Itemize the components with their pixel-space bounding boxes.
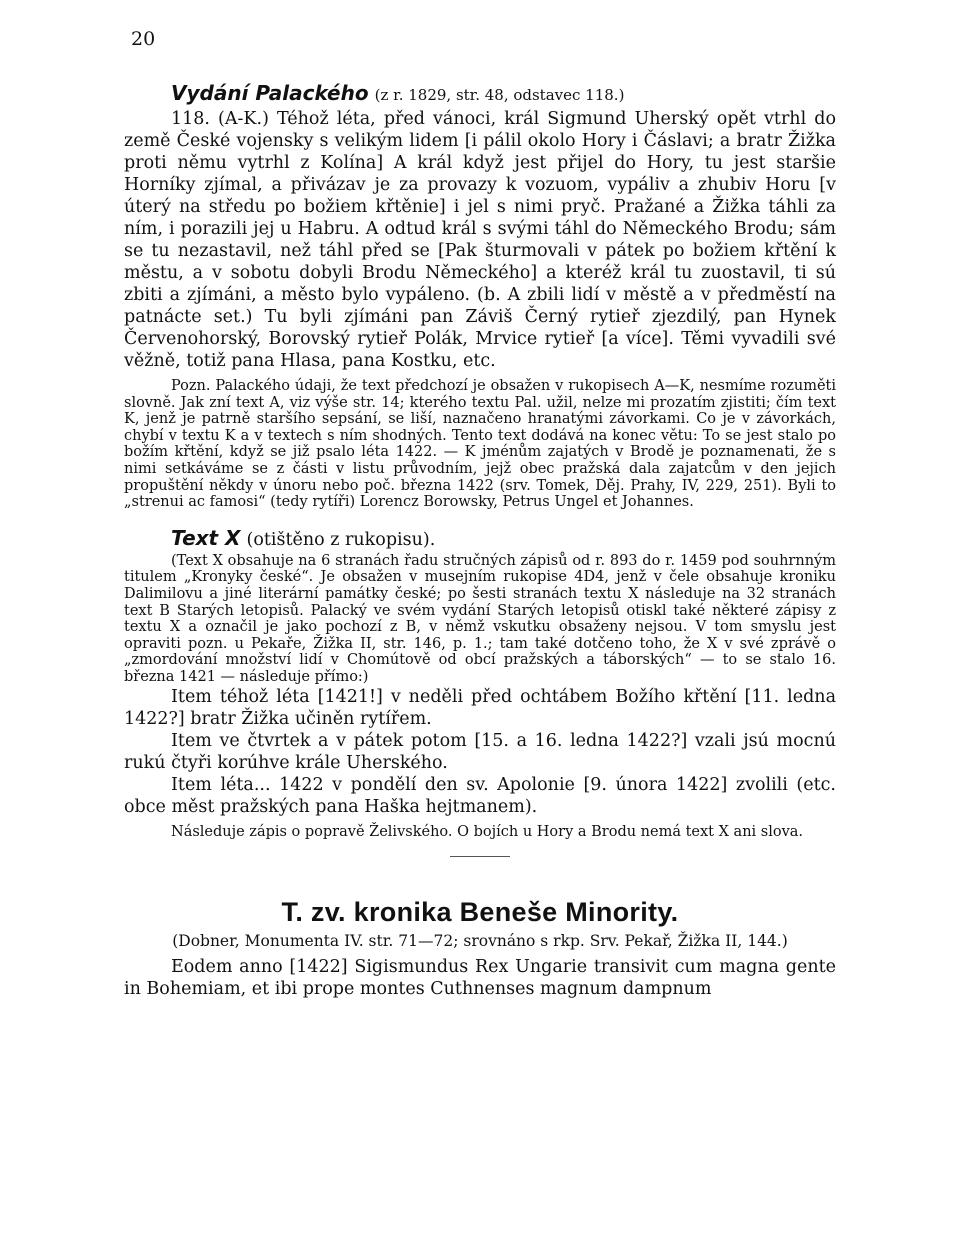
section-heading-text-x [124, 525, 836, 553]
chronicle-title: T. zv. kronika Beneše Minority. [281, 897, 679, 928]
text-x-item-3: Item léta... 1422 v pondělí den sv. Apolonie [9. února 1422] zvolili (etc. obce měst pražských pana Haška hejtmanem). [124, 774, 836, 817]
text-x-intro: (Text X obsahuje na 6 stranách řadu stručných zápisů od r. 893 do r. 1459 pod souhrnným titulem „Kronyky české“. Je obsažen v musejním rukopise 4D4, jenž v čele obsahuje kroniku Dalimilovu a jiné literární památky české; po šesti stranách textu X následuje na 32 stranách text B Starých letopisů. Palacký ve svém vydání Starých letopisů otiskl také některé zápisy z textu X a označil je jako pochozí z B, v němž vskutku obsaženy nejsou. V tom smyslu jest opraviti pozn. u Pekaře, Žižka II, str. 146, p. 1.; tam také dotčeno toho, že X v své zprávě o „zmordování množství lidí v Chomútově od obcí pražských a táborských“ — to se stalo 16. března 1421 — následuje přímo:) [124, 552, 836, 685]
chronicle-source: (Dobner, Monumenta IV. str. 71—72; srovnáno s rkp. Srv. Pekař, Žižka II, 144.) [172, 932, 788, 951]
page-content [124, 80, 836, 1000]
palacky-text: 118. (A-K.) Téhož léta, před vánoci, král Sigmund Uherský opět vtrhl do země České vojensky s velikým lidem [i pálil okolo Hory i Čáslavi; a bratr Žižka proti němu vytrhl z Kolína] A král když jest přijel do Hory, tu jest staršie Horníky zjímal, a přivázav je za provazy k vozuom, vypáliv a zhubiv Horu [v úterý na středu po božiem křtěnie] i jel s nimi pryč. Pražané a Žižka táhli za ním, i porazili jej u Habru. A odtud král s svými táhl do Německého Brodu; sám se tu nezastavil, než táhl před se [Pak šturmovali v pátek po božiem křtění k městu, a v sobotu dobyli Brodu Německého] a kteréž král tu zuostavil, ti sú zbiti a zjímáni, a město bylo vypáleno. (b. A zbili lidí v městě a v předměstí na patnácte set.) Tu byli zjímáni pan Záviš Černý rytieř zjezdilý, pan Hynek Červenohorský, Borovský rytieř Polák, Mrvice rytieř [a více]. Těmi vyvadili své věžně, totiž pana Hlasa, pana Kostku, etc. [124, 109, 836, 371]
section-title-note-text-x: (otištěno z rukopisu). [246, 529, 436, 550]
section-title-palacky: Vydání Palackého [171, 81, 369, 105]
text-x-closing-note: Následuje zápis o popravě Želivského. O bojích u Hory a Brodu nemá text X ani slova. [171, 823, 804, 840]
text-x-item-1: Item téhož léta [1421!] v neděli před ochtábem Božího křtění [11. ledna 1422?] bratr Žižka učiněn rytířem. [124, 686, 836, 729]
section-divider [450, 856, 510, 857]
page-number: 20 [131, 28, 156, 50]
section-heading-palacky [124, 80, 836, 108]
chronicle-text: Eodem anno [1422] Sigismundus Rex Ungarie transivit cum magna gente in Bohemiam, et ibi prope montes Cuthnenses magnum dampnum [124, 957, 836, 1000]
section-title-text-x: Text X [171, 525, 241, 550]
palacky-note: Pozn. Palackého údaji, že text předchozí je obsažen v rukopisech A—K, nesmíme rozuměti slovně. Jak zní text A, viz výše str. 14; kterého textu Pal. užil, nelze mi prozatím zjistiti; čím text K, jenž je patrně staršího sepsání, se liší, naznačeno hranatými závorkami. Co je v závorkách, chybí v textu K a v textech s ním shodných. Tento text dodává na konec větu: To se jest stalo po božím křtění, když se již psalo léta 1422. — K jménům zajatých v Brodě je poznamenati, že s nimi setkáváme se z části v listu průvodním, jejž obec pražská dala zajatcům v den jejich propuštění někdy v únoru nebo poč. března 1422 (srv. Tomek, Děj. Prahy, IV, 229, 251). Byli to „strenui ac famosi“ (tedy rytíři) Lorencz Borowsky, Petrus Ungel et Johannes. [124, 378, 836, 511]
section-title-note-palacky: (z r. 1829, str. 48, odstavec 118.) [374, 86, 625, 104]
text-x-item-2: Item ve čtvrtek a v pátek potom [15. a 16. ledna 1422?] vzali jsú mocnú rukú čtyři korúhve krále Uherského. [124, 730, 836, 773]
